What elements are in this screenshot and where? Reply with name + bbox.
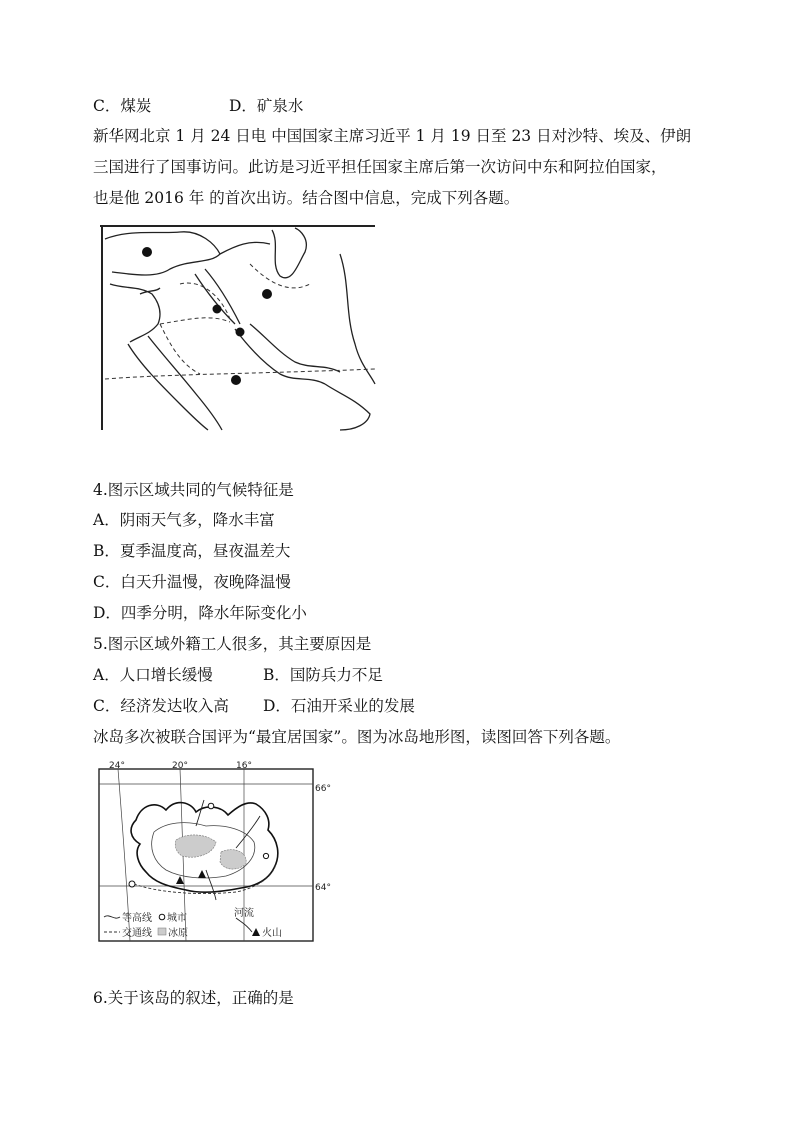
passage1-line2: 三国进行了国事访问。此访是习近平担任国家主席后第一次访问中东和阿拉伯国家，: [93, 158, 667, 176]
passage1-line1: 新华网北京 1 月 24 日电 中国国家主席习近平 1 月 19 日至 23 日对沙特、埃及、伊朗: [93, 127, 692, 145]
q5-stem: 5.图示区域外籍工人很多，其主要原因是: [93, 635, 372, 653]
q4-stem: 4.图示区域共同的气候特征是: [93, 481, 294, 499]
q5-option-c: C．经济发达收入高: [93, 697, 229, 715]
legend-glacier-symbol: [158, 928, 166, 935]
q5-options-cd: [93, 696, 415, 716]
legend-glacier: 冰原: [168, 928, 188, 939]
q4-option-d: D．四季分明，降水年际变化小: [93, 604, 307, 622]
legend-contour-symbol: [104, 916, 120, 918]
q5-option-d: D．石油开采业的发展: [263, 697, 415, 715]
iceland-map: [96, 760, 346, 946]
legend-river: 河流: [234, 908, 254, 919]
q4-option-b: B．夏季温度高，昼夜温差大: [93, 542, 291, 560]
lat-label-64: 64°: [315, 883, 331, 893]
legend-city-symbol: [159, 914, 165, 920]
q3-options-cd: [93, 96, 303, 116]
legend-volcano-symbol: [252, 928, 260, 936]
lon-label-24: 24°: [109, 761, 125, 771]
q5-option-a: A．人口增长缓慢: [93, 666, 213, 684]
passage2: 冰岛多次被联合国评为“最宜居国家”。图为冰岛地形图，读图回答下列各题。: [93, 728, 621, 746]
iceland-map-figure: [96, 760, 346, 946]
lat-label-66: 66°: [315, 784, 331, 794]
legend-contour: 等高线: [122, 913, 152, 924]
passage1-line3: 也是他 2016 年 的首次出访。结合图中信息，完成下列各题。: [93, 189, 520, 207]
q4-option-c: C．白天升温慢，夜晚降温慢: [93, 573, 291, 591]
legend-volcano: 火山: [262, 928, 282, 939]
legend-road: 交通线: [122, 928, 152, 939]
q4-option-a: A．阴雨天气多，降水丰富: [93, 511, 275, 529]
legend-city: 城市: [167, 913, 187, 924]
middle-east-map: [100, 224, 380, 432]
option-c: C．煤炭: [93, 97, 152, 115]
q5-option-b: B．国防兵力不足: [263, 666, 383, 684]
option-d: D．矿泉水: [229, 97, 304, 115]
q5-options-ab: [93, 665, 383, 685]
q6-stem: 6.关于该岛的叙述，正确的是: [93, 989, 294, 1007]
lon-label-20: 20°: [172, 761, 188, 771]
lon-label-16: 16°: [236, 761, 252, 771]
middle-east-map-figure: [100, 224, 380, 432]
